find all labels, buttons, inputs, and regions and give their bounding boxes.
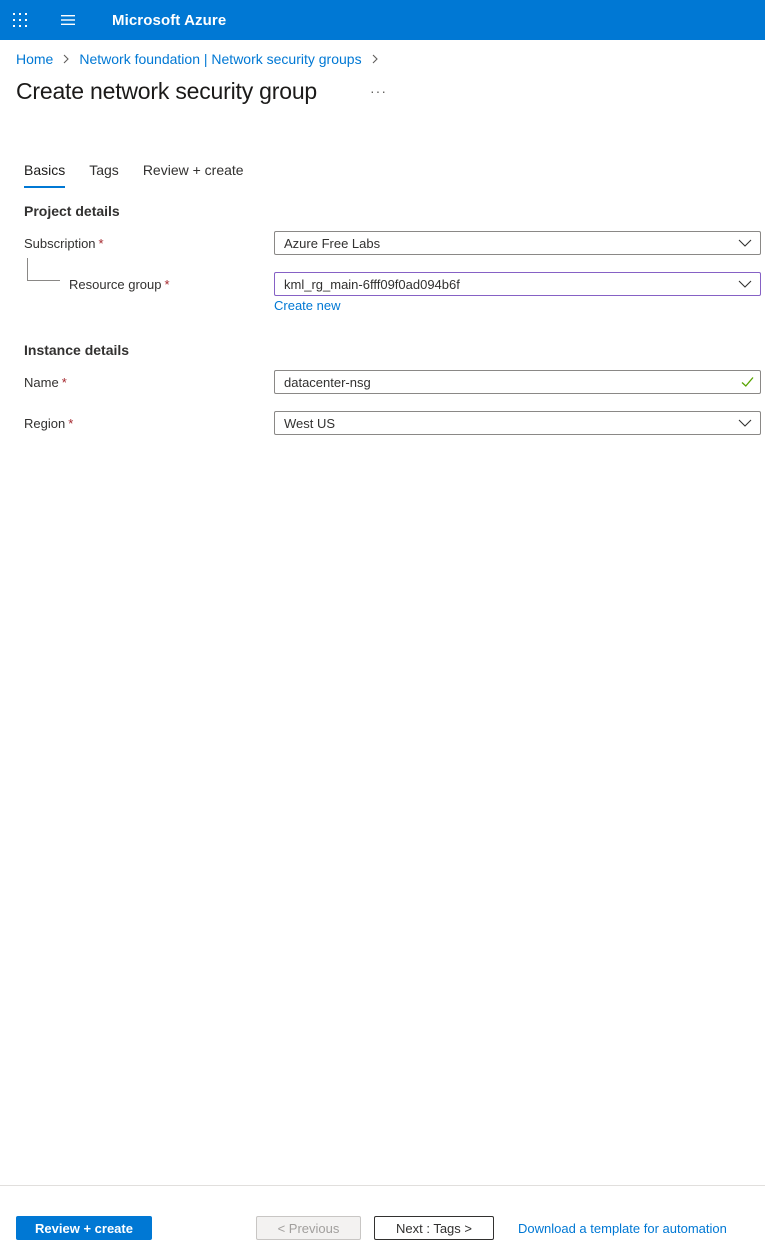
chevron-down-icon [738, 279, 752, 289]
resource-group-label [69, 277, 170, 292]
tree-connector [27, 258, 60, 281]
next-tags-button[interactable]: Next : Tags > [374, 1216, 494, 1240]
chevron-down-icon [738, 238, 752, 248]
required-marker: * [68, 416, 74, 431]
tab-list [24, 162, 268, 185]
subscription-label-text: Subscription [24, 236, 96, 251]
chevron-down-icon [738, 418, 752, 428]
subscription-label [24, 236, 104, 251]
name-label [24, 375, 67, 390]
subscription-dropdown[interactable] [274, 231, 761, 255]
footer-divider [0, 1185, 765, 1186]
required-marker: * [98, 236, 104, 251]
tab-basics[interactable]: Basics [24, 162, 65, 185]
project-details-heading: Project details [24, 203, 120, 219]
chevron-right-icon [370, 54, 380, 64]
previous-button[interactable]: < Previous [256, 1216, 361, 1240]
subscription-value: Azure Free Labs [284, 235, 381, 251]
tab-tags[interactable]: Tags [89, 162, 119, 178]
chevron-right-icon [61, 54, 71, 64]
region-label-text: Region [24, 416, 66, 431]
waffle-menu-icon[interactable] [12, 12, 28, 28]
name-label-text: Name [24, 375, 59, 390]
name-input[interactable] [274, 370, 761, 394]
breadcrumb-home[interactable]: Home [16, 51, 54, 67]
region-dropdown[interactable] [274, 411, 761, 435]
download-template-link[interactable]: Download a template for automation [518, 1221, 727, 1236]
resource-group-label-text: Resource group [69, 277, 162, 292]
review-create-button[interactable]: Review + create [16, 1216, 152, 1240]
resource-group-value: kml_rg_main-6fff09f0ad094b6f [284, 276, 460, 292]
top-bar [0, 0, 765, 40]
create-new-resource-group-link[interactable]: Create new [274, 298, 341, 313]
breadcrumb-network-security-groups[interactable]: Network foundation | Network security groups [79, 51, 362, 67]
region-label [24, 416, 73, 431]
brand-title[interactable]: Microsoft Azure [112, 12, 227, 29]
region-value: West US [284, 415, 336, 431]
resource-group-dropdown[interactable] [274, 272, 761, 296]
page-title: Create network security group [16, 78, 318, 104]
breadcrumb [16, 51, 388, 67]
checkmark-icon [741, 376, 754, 388]
required-marker: * [61, 375, 67, 390]
hamburger-menu-icon[interactable] [60, 13, 76, 27]
required-marker: * [164, 277, 170, 292]
name-value: datacenter-nsg [284, 374, 371, 390]
tab-review-create[interactable]: Review + create [142, 162, 244, 178]
more-options-icon[interactable]: ··· [370, 83, 387, 99]
instance-details-heading: Instance details [24, 342, 130, 358]
